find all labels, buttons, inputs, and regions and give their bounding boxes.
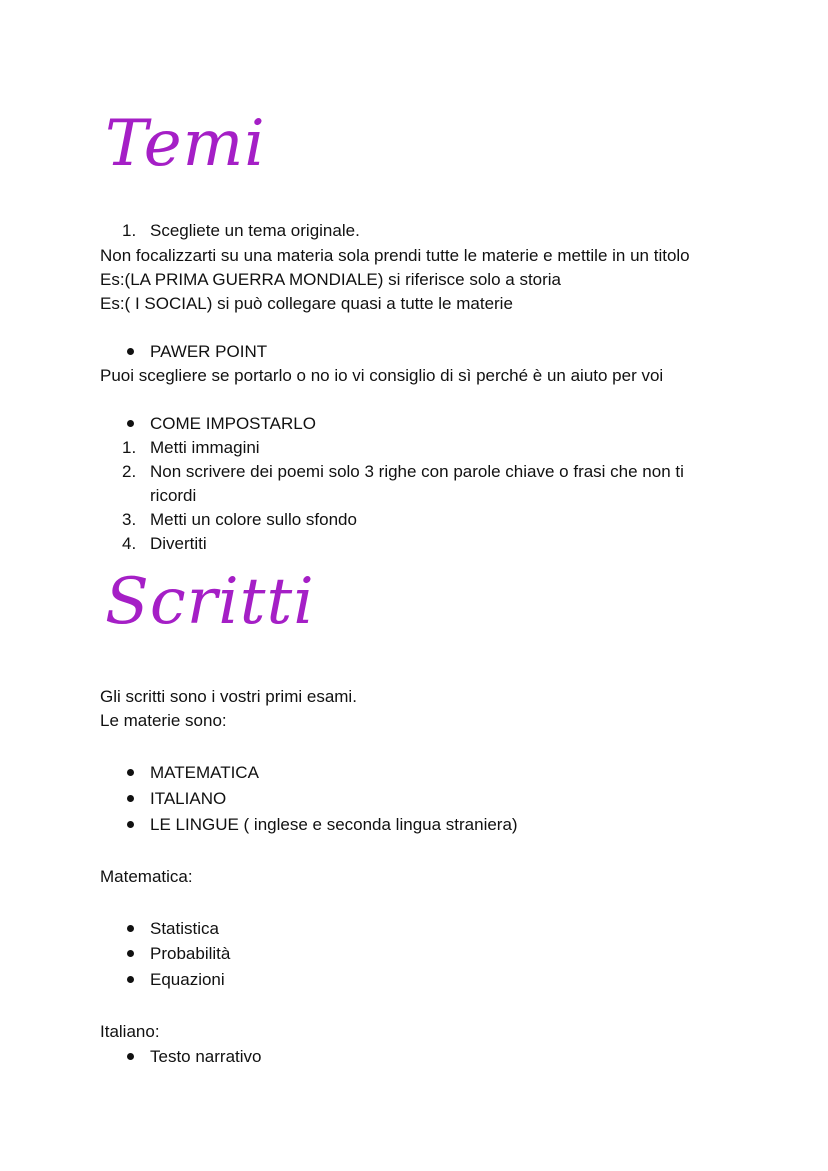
bullet-dot	[127, 925, 134, 932]
setup-bullet: COME IMPOSTARLO	[150, 414, 316, 433]
scritti-heading: Scritti	[105, 565, 315, 639]
scritti-intro-1: Gli scritti sono i vostri primi esami.	[100, 687, 357, 706]
math-label: Matematica:	[100, 867, 193, 886]
math-topic: Probabilità	[150, 944, 231, 963]
setup-step: Metti immagini	[150, 438, 260, 457]
setup-step: Metti un colore sullo sfondo	[150, 510, 357, 529]
example-2: Es:( I SOCIAL) si può collegare quasi a tutte le materie	[100, 294, 513, 313]
bullet-dot	[127, 821, 134, 828]
step-number: 2.	[122, 462, 137, 481]
powerpoint-text: Puoi scegliere se portarlo o no io vi consiglio di sì perché è un aiuto per voi	[100, 366, 664, 385]
math-topic: Equazioni	[150, 970, 225, 989]
bullet-dot	[127, 420, 134, 427]
step-number: 4.	[122, 534, 137, 553]
bullet-dot	[127, 976, 134, 983]
bullet-dot	[127, 348, 134, 355]
italian-topic: Testo narrativo	[150, 1047, 262, 1066]
subject-item: LE LINGUE ( inglese e seconda lingua straniera)	[150, 815, 518, 834]
scritti-intro-2: Le materie sono:	[100, 711, 227, 730]
bullet-dot	[127, 950, 134, 957]
step-number: 3.	[122, 510, 137, 529]
subject-item: MATEMATICA	[150, 763, 259, 782]
advice-text: Non focalizzarti su una materia sola prendi tutte le materie e mettile in un titolo	[100, 246, 690, 265]
italian-label: Italiano:	[100, 1022, 160, 1041]
math-topic: Statistica	[150, 919, 219, 938]
step-choose-theme: Scegliete un tema originale.	[150, 221, 360, 240]
setup-step-continuation: ricordi	[150, 486, 197, 505]
setup-step: Divertiti	[150, 534, 207, 553]
step-number: 1.	[122, 438, 137, 457]
powerpoint-bullet: PAWER POINT	[150, 342, 268, 361]
setup-step: Non scrivere dei poemi solo 3 righe con parole chiave o frasi che non ti	[150, 462, 684, 481]
bullet-dot	[127, 769, 134, 776]
bullet-dot	[127, 1053, 134, 1060]
temi-heading: Temi	[105, 107, 266, 181]
step-number: 1.	[122, 221, 137, 240]
subject-item: ITALIANO	[150, 789, 227, 808]
example-1: Es:(LA PRIMA GUERRA MONDIALE) si riferisce solo a storia	[100, 270, 562, 289]
bullet-dot	[127, 795, 134, 802]
